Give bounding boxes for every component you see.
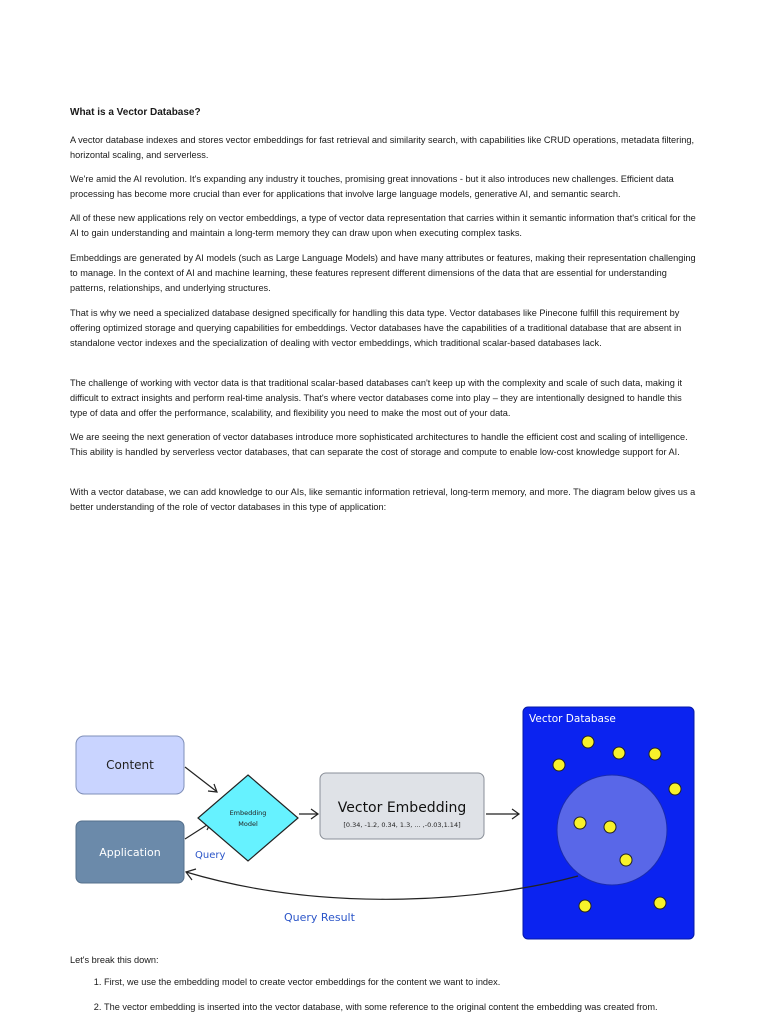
paragraph-5: That is why we need a specialized database designed specifically for handling this data type. Vector databases like Pinecone fulfill this requirement by offering optimized storage and querying capabilities for embeddings. Vector databases have the capabilities of a traditional database that are absent in standalone vector indexes and the specialization of dealing with vector embeddings, which traditional scalar-based databases lack. <box>70 308 682 348</box>
vector-point <box>604 821 616 833</box>
list-item: 2. The vector embedding is inserted into the vector database, with some reference to the original content the embedding was created from. <box>104 1000 700 1015</box>
paragraph-6: The challenge of working with vector data is that traditional scalar-based databases can't keep up with the complexity and scale of such data, making it difficult to extract insights and perform real-time analysis. That's where vector databases come into play – they are intentionally designed to handle this type of data and offer the performance, scalability, and flexibility you need to make the most out of your data. <box>70 378 683 418</box>
vector-database-label: Vector Database <box>529 713 616 725</box>
vector-embedding-title: Vector Embedding <box>337 800 467 816</box>
paragraph-8: With a vector database, we can add knowledge to our AIs, like semantic information retrieval, long-term memory, and more. The diagram below gives us a better understanding of the role of vector databases in this type of application: <box>70 487 696 512</box>
query-label: Query <box>195 850 226 861</box>
vector-database-diagram <box>70 700 700 945</box>
content-arrow <box>185 767 216 791</box>
vector-embedding-values: [0.34, -1.2, 0.34, 1.3, ... ,-0.03,1.14] <box>343 821 461 829</box>
paragraph-1: A vector database indexes and stores vector embeddings for fast retrieval and similarity search, with capabilities like CRUD operations, metadata filtering, horizontal scaling, and serverless. <box>70 135 695 160</box>
vector-point <box>579 900 591 912</box>
vector-point <box>649 748 661 760</box>
vector-point <box>613 747 625 759</box>
paragraph-3: All of these new applications rely on vector embeddings, a type of vector data representation that carries within it semantic information that's critical for the AI to gain understanding and maintain a long-term memory they can draw upon when executing complex tasks. <box>70 213 696 238</box>
breakdown-lead: Let's break this down: <box>70 955 159 965</box>
article-title: What is a Vector Database? <box>70 107 201 118</box>
embedding-model-label-2: Model <box>238 820 258 828</box>
paragraph-2: We're amid the AI revolution. It's expanding any industry it touches, promising great innovations - but it also introduces new challenges. Efficient data processing has become more crucial than ever for applications that involve large language models, generative AI, and semantic search. <box>70 174 674 199</box>
steps-list <box>70 975 700 1025</box>
vector-point <box>654 897 666 909</box>
query-result-label: Query Result <box>284 911 355 924</box>
query-result-arrow <box>186 872 578 899</box>
content-label: Content <box>106 758 154 772</box>
vector-point <box>574 817 586 829</box>
application-label: Application <box>99 846 161 859</box>
vector-point <box>582 736 594 748</box>
list-item: 1. First, we use the embedding model to create vector embeddings for the content we want to index. <box>104 975 700 990</box>
vector-point <box>553 759 565 771</box>
vector-point <box>620 854 632 866</box>
embedding-model-diamond <box>198 775 298 861</box>
paragraph-7: We are seeing the next generation of vector databases introduce more sophisticated architectures to handle the efficient cost and scaling of intelligence. This ability is handled by serverless vector databases, that can separate the cost of storage and compute to enable low-cost knowledge support for AI. <box>70 432 688 457</box>
paragraph-4: Embeddings are generated by AI models (such as Large Language Models) and have many attributes or features, making their representation challenging to manage. In the context of AI and machine learning, these features represent different dimensions of the data that are essential for understanding patterns, relationships, and underlying structures. <box>70 253 696 293</box>
embedding-model-label-1: Embedding <box>229 809 267 817</box>
vector-point <box>669 783 681 795</box>
